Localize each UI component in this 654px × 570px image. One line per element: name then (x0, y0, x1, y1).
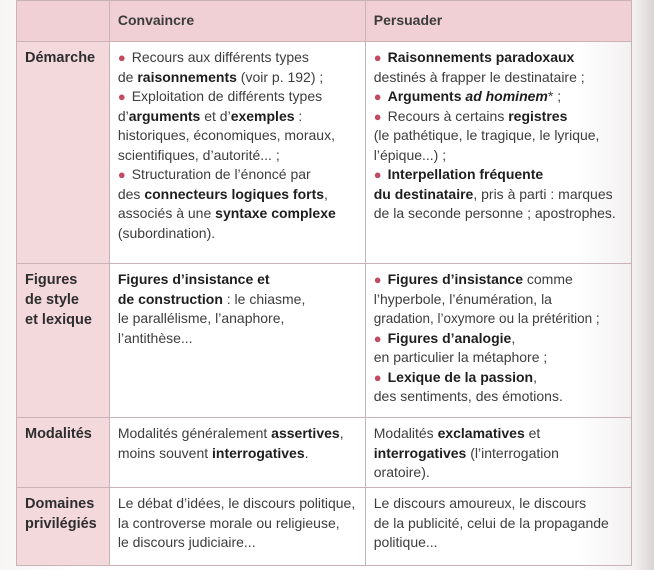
header-row (17, 1, 632, 42)
row-domaines (17, 488, 632, 566)
bullet-icon: ● (373, 108, 382, 124)
bullet-icon: ● (373, 50, 382, 65)
bullet-icon: ● (373, 167, 382, 182)
cell-domaines-persuader: Le discours amoureux, le discours de la publicité, celui de la propagande politique... (365, 488, 631, 566)
row-label-figures: Figures de style et lexique (17, 264, 110, 418)
row-demarche (17, 42, 632, 264)
page-edge-shadow (636, 0, 654, 570)
cell-modalites-convaincre: Modalités généralement assertives, moins souvent interrogatives. (109, 418, 365, 488)
row-label-modalites: Modalités (17, 418, 110, 488)
cell-demarche-persuader: ● Raisonnements paradoxaux destinés à frapper le destinataire ; ● Arguments ad hominem* ; ● Recours à certains registres (le pathétique, le tragique, le lyrique, l’épique...) ; ● Interpellation fréquente du destinataire, pris à parti : marques de la seconde personne ; apostrophes. (365, 42, 631, 264)
row-modalites (17, 418, 632, 488)
bullet-icon: ● (117, 167, 126, 182)
cell-modalites-persuader: Modalités exclamatives et interrogatives (l’interrogation oratoire). (365, 418, 631, 488)
header-convaincre: Convaincre (109, 1, 365, 42)
cell-figures-convaincre: Figures d’insistance et de construction : le chiasme, le parallélisme, l’anaphore, l’antithèse... (109, 264, 365, 418)
bullet-icon: ● (117, 89, 126, 104)
cell-domaines-convaincre: Le débat d’idées, le discours politique, la controverse morale ou religieuse, le discours judiciaire... (109, 488, 365, 566)
bullet-icon: ● (373, 89, 382, 104)
comparison-table (16, 0, 632, 566)
cell-demarche-convaincre: ● Recours aux différents types de raisonnements (voir p. 192) ; ● Exploitation de différents types d’arguments et d’exemples : historiques, économiques, moraux, scientifiques, d’autorité... ; ● Structuration de l’énoncé par des connecteurs logiques forts, associés à une syntaxe complexe (subordination). (109, 42, 365, 264)
row-label-domaines: Domaines privilégiés (17, 488, 110, 566)
corner-cell (17, 1, 110, 42)
cell-figures-persuader: ● Figures d’insistance comme l’hyperbole, l’énumération, la gradation, l’oxymore ou la prétérition ; ● Figures d’analogie, en particulier la métaphore ; ● Lexique de la passion, des sentiments, des émotions. (365, 264, 631, 418)
bullet-icon: ● (373, 272, 382, 287)
row-label-demarche: Démarche (17, 42, 110, 264)
header-persuader: Persuader (365, 1, 631, 42)
row-figures (17, 264, 632, 418)
bullet-icon: ● (373, 369, 382, 385)
bullet-icon: ● (117, 50, 126, 65)
bullet-icon: ● (373, 330, 382, 346)
